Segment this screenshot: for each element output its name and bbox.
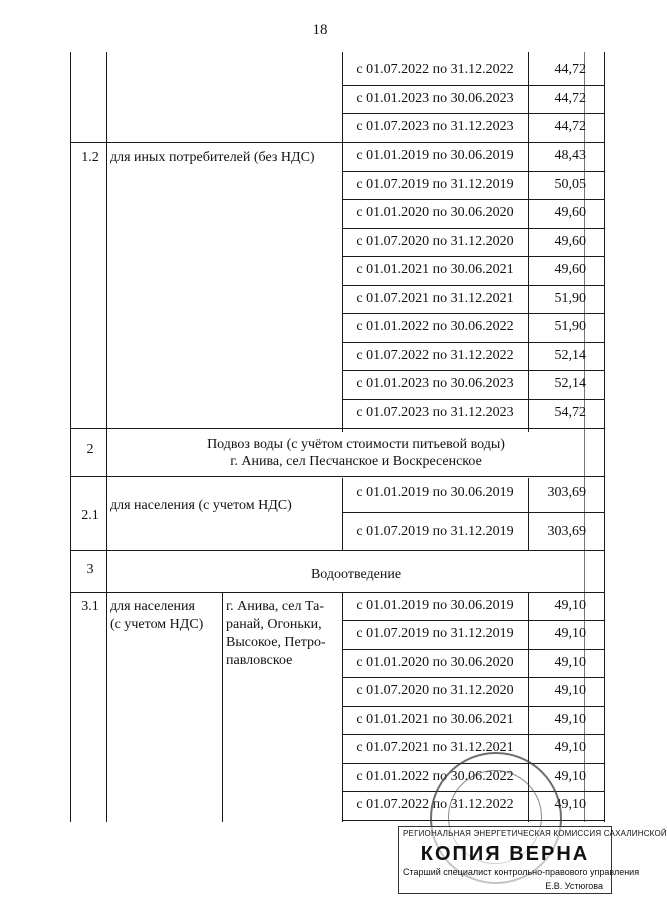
stamp-position: Старший специалист контрольно-правового управления [403, 867, 640, 877]
col-divider-number [106, 52, 107, 432]
period-cell: с 01.07.2019 по 31.12.2019 [356, 524, 514, 539]
row-rule [342, 228, 604, 229]
period-cell: с 01.01.2019 по 30.06.2019 [356, 598, 514, 613]
row-rule [342, 199, 604, 200]
stamp-title: КОПИЯ ВЕРНА [420, 843, 590, 865]
period-cell: с 01.01.2022 по 30.06.2022 [356, 319, 514, 334]
row-rule [342, 85, 604, 86]
period-cell: с 01.01.2019 по 30.06.2019 [356, 485, 514, 500]
value-cell: 50,05 [554, 177, 586, 192]
period-cell: с 01.07.2023 по 31.12.2023 [356, 119, 514, 134]
period-cell: с 01.07.2021 по 31.12.2021 [356, 291, 514, 306]
period-cell: с 01.07.2019 по 31.12.2019 [356, 177, 514, 192]
row-rule [342, 706, 604, 707]
period-cell: с 01.01.2023 по 30.06.2023 [356, 376, 514, 391]
value-cell: 44,72 [554, 91, 586, 106]
row-rule [70, 476, 604, 477]
period-cell: с 01.01.2021 по 30.06.2021 [356, 712, 514, 727]
row-rule [70, 592, 604, 593]
period-cell: с 01.01.2021 по 30.06.2021 [356, 262, 514, 277]
page-number: 18 [312, 22, 328, 38]
value-cell: 303,69 [547, 524, 586, 539]
value-cell: 49,60 [554, 234, 586, 249]
item-label: (с учетом НДС) [110, 617, 204, 632]
item-number: 2.1 [81, 508, 99, 523]
period-cell: с 01.01.2019 по 30.06.2019 [356, 148, 514, 163]
item-label: для населения [110, 599, 195, 614]
section-title: Водоотведение [310, 567, 402, 582]
stamp-signer: Е.В. Устюгова [545, 881, 603, 891]
col-divider-place [222, 592, 223, 822]
row-rule [342, 620, 604, 621]
value-cell: 44,72 [554, 119, 586, 134]
period-cell: с 01.01.2023 по 30.06.2023 [356, 91, 514, 106]
row-rule [70, 428, 604, 429]
value-cell: 49,60 [554, 262, 586, 277]
section-title-line2: г. Анива, сел Песчанское и Воскресенское [230, 454, 482, 469]
value-cell: 52,14 [554, 348, 586, 363]
value-cell: 52,14 [554, 376, 586, 391]
row-rule [342, 285, 604, 286]
value-cell: 44,72 [554, 62, 586, 77]
period-cell: с 01.07.2021 по 31.12.2021 [356, 740, 514, 755]
period-cell: с 01.01.2020 по 30.06.2020 [356, 655, 514, 670]
period-cell: с 01.07.2020 по 31.12.2020 [356, 683, 514, 698]
row-rule [342, 171, 604, 172]
value-cell: 51,90 [554, 291, 586, 306]
row-rule [342, 512, 604, 513]
row-rule [342, 734, 604, 735]
section-title-line1: Подвоз воды (с учётом стоимости питьевой воды) [207, 437, 505, 452]
value-cell: 54,72 [554, 405, 586, 420]
value-cell: 49,10 [554, 740, 586, 755]
value-cell: 49,60 [554, 205, 586, 220]
value-cell: 49,10 [554, 626, 586, 641]
row-rule [70, 550, 604, 551]
row-rule [342, 649, 604, 650]
col-divider-number-3 [106, 592, 107, 822]
stamp-header: РЕГИОНАЛЬНАЯ ЭНЕРГЕТИЧЕСКАЯ КОМИССИЯ САХАЛИНСКОЙ [403, 829, 667, 838]
period-cell: с 01.07.2020 по 31.12.2020 [356, 234, 514, 249]
value-cell: 49,10 [554, 683, 586, 698]
period-cell: с 01.07.2019 по 31.12.2019 [356, 626, 514, 641]
place-text: павловское [226, 653, 293, 668]
value-cell: 49,10 [554, 655, 586, 670]
row-rule [342, 313, 604, 314]
value-cell: 51,90 [554, 319, 586, 334]
value-cell: 49,10 [554, 797, 586, 812]
place-text: Высокое, Петро- [226, 635, 326, 650]
row-rule [70, 142, 604, 143]
row-rule [342, 399, 604, 400]
period-cell: с 01.07.2023 по 31.12.2023 [356, 405, 514, 420]
section-number: 3 [86, 562, 94, 577]
row-rule [342, 370, 604, 371]
period-cell: с 01.01.2020 по 30.06.2020 [356, 205, 514, 220]
value-cell: 48,43 [554, 148, 586, 163]
value-cell: 49,10 [554, 712, 586, 727]
place-text: г. Анива, сел Та- [226, 599, 325, 614]
item-label: для иных потребителей (без НДС) [110, 150, 315, 165]
value-cell: 49,10 [554, 598, 586, 613]
period-cell: с 01.07.2022 по 31.12.2022 [356, 348, 514, 363]
table-border-left [70, 52, 71, 822]
item-label: для населения (с учетом НДС) [110, 498, 292, 513]
section-number: 2 [86, 442, 94, 457]
period-cell: с 01.01.2022 по 30.06.2022 [356, 769, 514, 784]
item-number: 3.1 [81, 599, 99, 614]
place-text: ранай, Огоньки, [226, 617, 322, 632]
item-number: 1.2 [81, 150, 99, 165]
value-cell: 303,69 [547, 485, 586, 500]
period-cell: с 01.07.2022 по 31.12.2022 [356, 797, 514, 812]
row-rule [342, 677, 604, 678]
period-cell: с 01.07.2022 по 31.12.2022 [356, 62, 514, 77]
row-rule [342, 113, 604, 114]
row-rule [342, 342, 604, 343]
certified-copy-stamp [398, 826, 667, 894]
value-cell: 49,10 [554, 769, 586, 784]
row-rule [342, 256, 604, 257]
